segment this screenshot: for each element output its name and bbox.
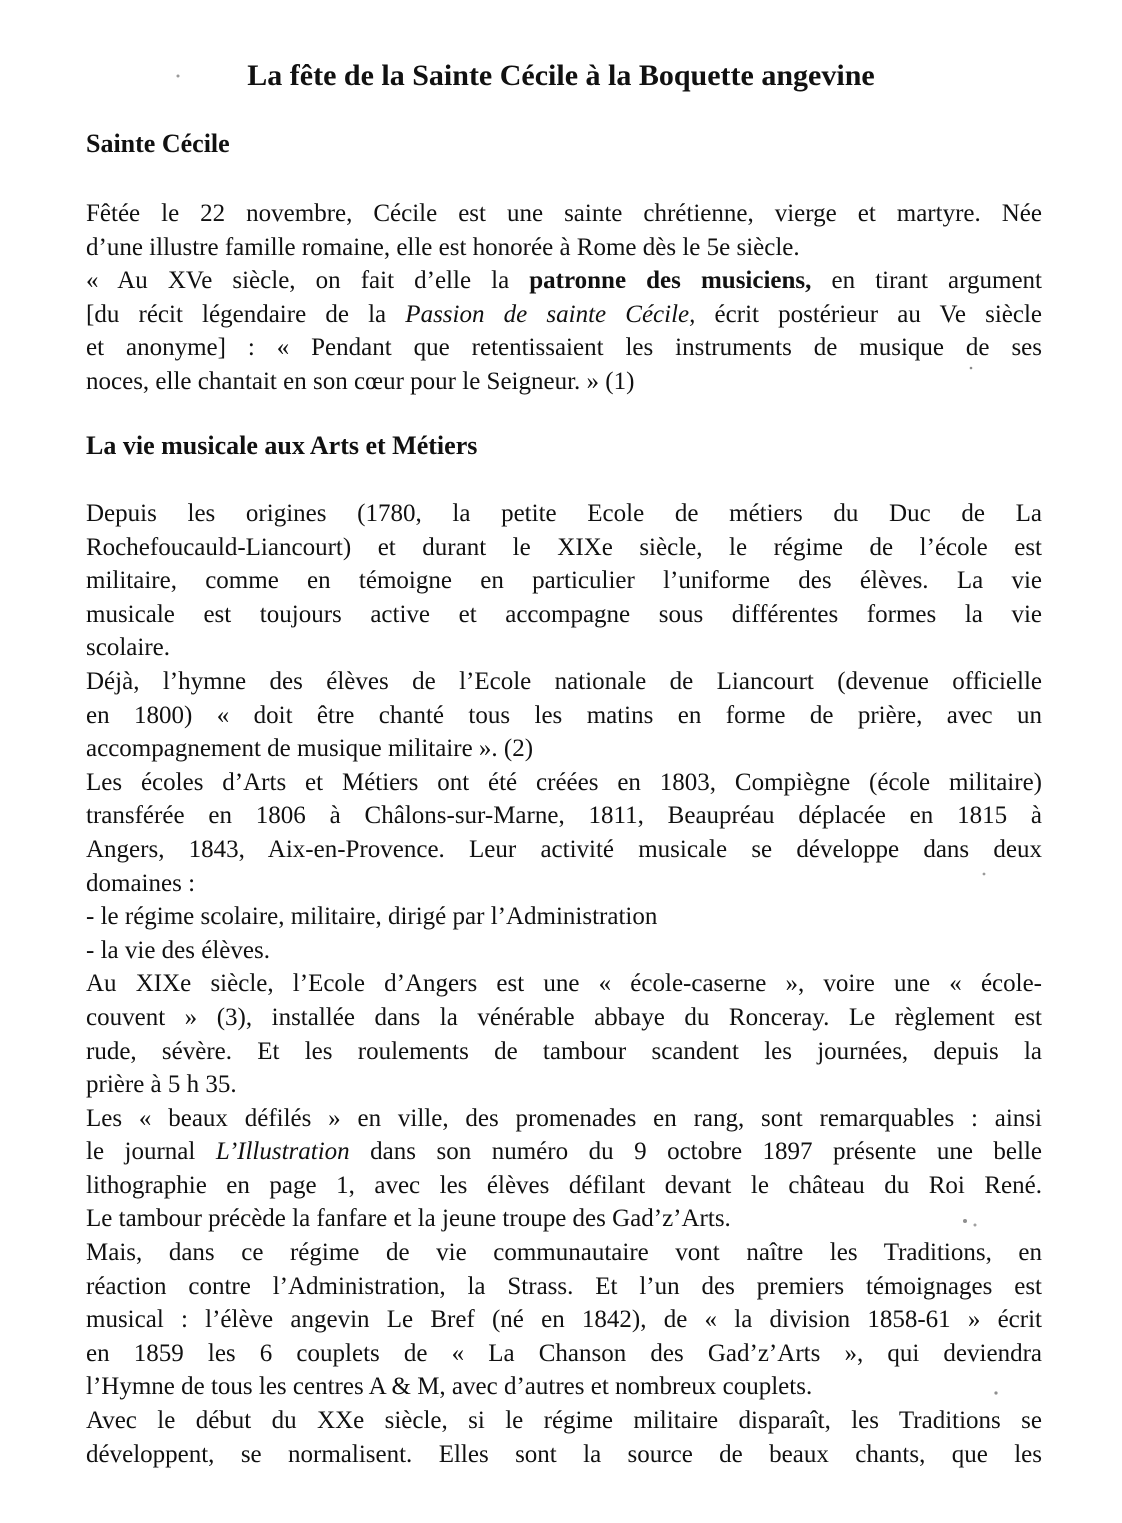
italic-title: Passion de sainte Cécile, (405, 300, 696, 328)
text-line: Au XIXe siècle, l’Ecole d’Angers est une « école-caserne », voire une « école- (86, 970, 1042, 998)
text-line: prière à 5 h 35. (86, 1071, 237, 1099)
text-line: le journal L’Illustration dans son numéro du 9 octobre 1897 présente une belle (86, 1138, 1043, 1166)
text-line: accompagnement de musique militaire ». (2) (86, 735, 534, 763)
text-line: transférée en 1806 à Châlons-sur-Marne, 1811, Beaupréau déplacée en 1815 à (86, 802, 1042, 830)
text-line: scolaire. (86, 634, 170, 662)
text-line: Les écoles d’Arts et Métiers ont été créées en 1803, Compiègne (école militaire) (86, 768, 1042, 796)
text-line: Avec le début du XXe siècle, si le régime militaire disparaît, les Traditions se (86, 1407, 1042, 1435)
text-line: Déjà, l’hymne des élèves de l’Ecole nationale de Liancourt (devenue officielle (86, 667, 1042, 695)
text-line: noces, elle chantait en son cœur pour le Seigneur. » (1) (86, 367, 635, 395)
text-line: Les « beaux défilés » en ville, des promenades en rang, sont remarquables : ainsi (86, 1104, 1042, 1132)
text-line: en 1800) « doit être chanté tous les matins en forme de prière, avec un (86, 701, 1042, 729)
text-line: Le tambour précède la fanfare et la jeune troupe des Gad’z’Arts. (86, 1205, 731, 1233)
text-line: développent, se normalisent. Elles sont la source de beaux chants, que les (86, 1440, 1042, 1468)
text-line: musical : l’élève angevin Le Bref (né en 1842), de « la division 1858-61 » écrit (86, 1306, 1042, 1334)
text-line: - le régime scolaire, militaire, dirigé par l’Administration (86, 903, 658, 931)
bold-phrase: patronne des musiciens, (529, 267, 812, 295)
text-line: lithographie en page 1, avec les élèves défilant devant le château du Roi René. (86, 1171, 1042, 1199)
paragraph-sainte-cecile (86, 197, 1042, 399)
text-line: Depuis les origines (1780, la petite Ecole de métiers du Duc de La (86, 500, 1042, 527)
text-line: [du récit légendaire de la Passion de sainte Cécile, écrit postérieur au Ve siècle (86, 300, 1043, 328)
text-line: militaire, comme en témoigne en particulier l’uniforme des élèves. La vie (86, 567, 1042, 595)
text-line: Rochefoucauld-Liancourt) et durant le XIXe siècle, le régime de l’école est (86, 533, 1042, 561)
paragraph-vie-musicale (86, 497, 1042, 1471)
section-heading-sainte-cecile: Sainte Cécile (86, 129, 230, 158)
italic-journal-name: L’Illustration (215, 1138, 350, 1166)
text-line: Angers, 1843, Aix-en-Provence. Leur activité musicale se développe dans deux (86, 835, 1042, 863)
text-line: - la vie des élèves. (86, 936, 270, 964)
text-line: l’Hymne de tous les centres A & M, avec d’autres et nombreux couplets. (86, 1373, 813, 1401)
text-line: en 1859 les 6 couplets de « La Chanson des Gad’z’Arts », qui deviendra (86, 1339, 1042, 1367)
text-line: Mais, dans ce régime de vie communautaire vont naître les Traditions, en (86, 1239, 1042, 1267)
text-line: domaines : (86, 869, 196, 897)
text-line: Fêtée le 22 novembre, Cécile est une sainte chrétienne, vierge et martyre. Née (86, 200, 1042, 227)
text-line: rude, sévère. Et les roulements de tambour scandent les journées, depuis la (86, 1037, 1042, 1065)
section-heading-vie-musicale: La vie musicale aux Arts et Métiers (86, 431, 478, 460)
text-line: et anonyme] : « Pendant que retentissaient les instruments de musique de ses (86, 334, 1042, 362)
text-line: musicale est toujours active et accompagne sous différentes formes la vie (86, 600, 1042, 628)
document-title: La fête de la Sainte Cécile à la Boquette angevine (247, 59, 875, 92)
text-line: réaction contre l’Administration, la Strass. Et l’un des premiers témoignages est (86, 1272, 1042, 1300)
text-line: « Au XVe siècle, on fait d’elle la patronne des musiciens, en tirant argument (86, 267, 1042, 295)
text-line: couvent » (3), installée dans la vénérable abbaye du Ronceray. Le règlement est (86, 1003, 1042, 1031)
text-line: d’une illustre famille romaine, elle est honorée à Rome dès le 5e siècle. (86, 233, 800, 261)
